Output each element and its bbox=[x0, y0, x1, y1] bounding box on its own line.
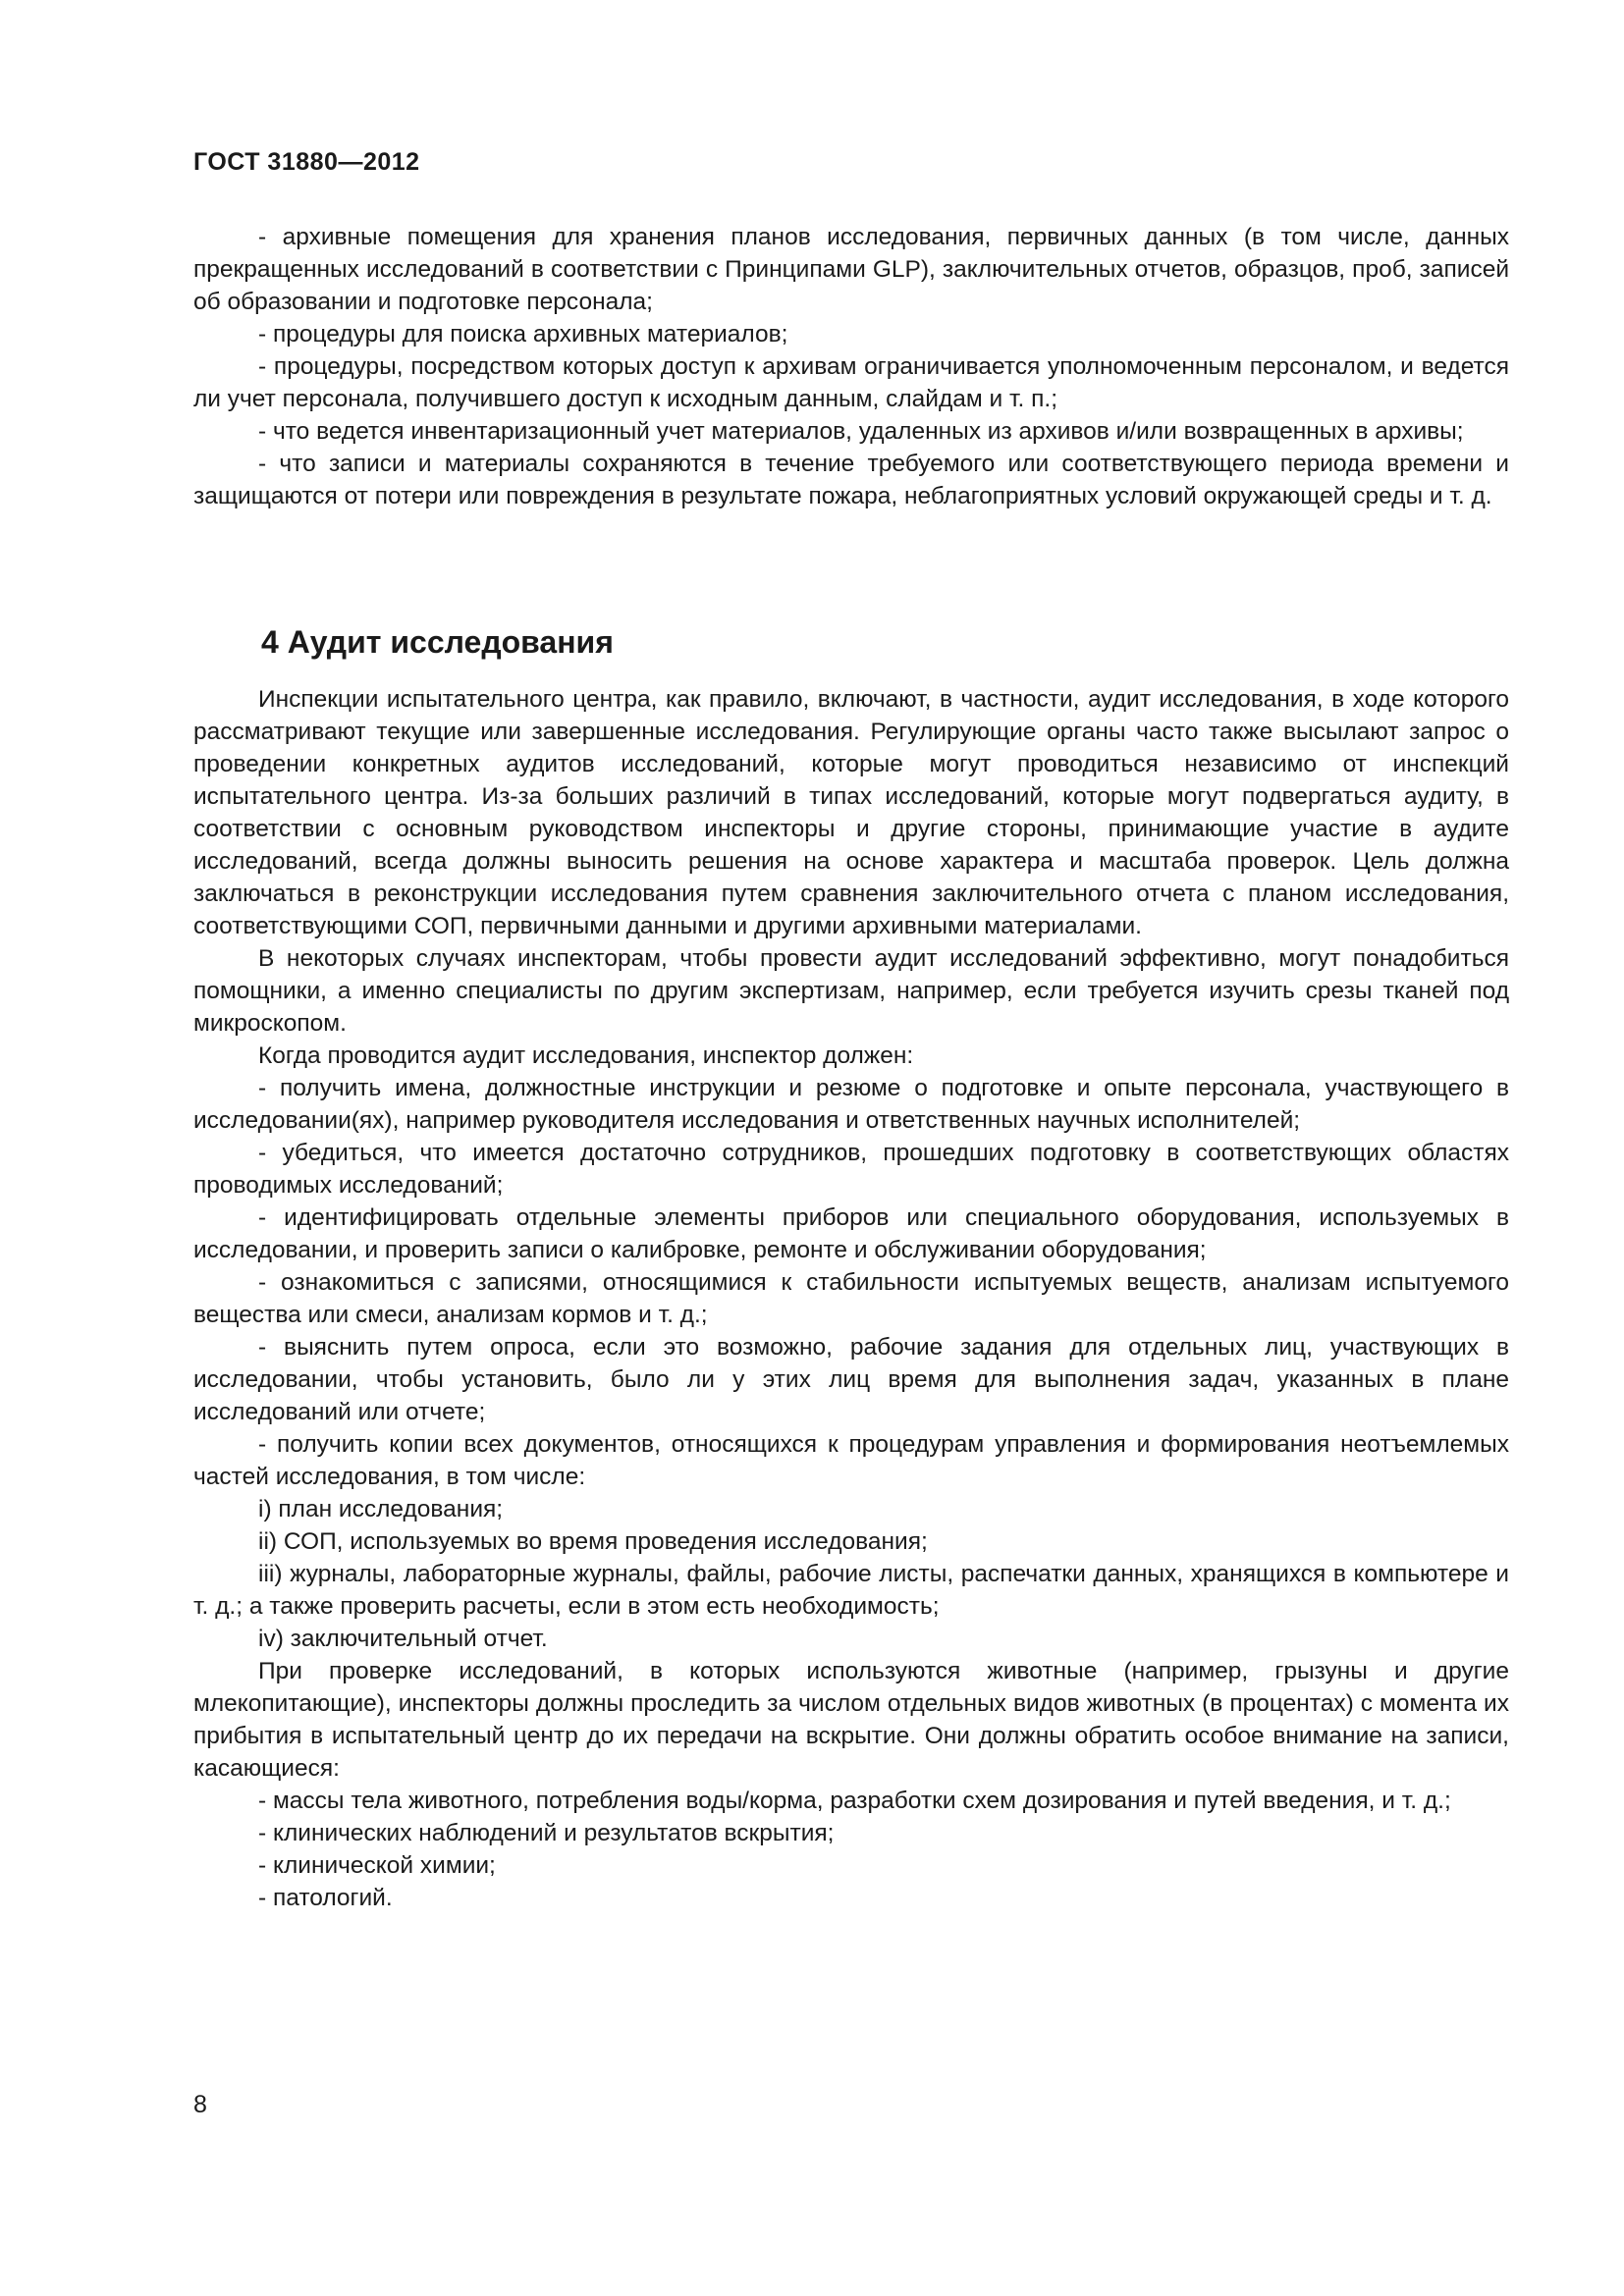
list-item: - идентифицировать отдельные элементы приборов или специального оборудования, используемых в исследовании, и проверить записи о калибровке, ремонте и обслуживании оборудования; bbox=[193, 1204, 1509, 1263]
archive-requirements-list bbox=[193, 221, 1509, 512]
paragraph: В некоторых случаях инспекторам, чтобы провести аудит исследований эффективно, могут понадобиться помощники, а именно специалисты по другим экспертизам, например, если требуется изучить срезы тканей под микроскопом. bbox=[193, 945, 1509, 1037]
document-header-code: ГОСТ 31880—2012 bbox=[193, 148, 420, 176]
list-item: - что ведется инвентаризационный учет материалов, удаленных из архивов и/или возвращенных в архивы; bbox=[258, 418, 1464, 445]
list-item: - процедуры, посредством которых доступ к архивам ограничивается уполномоченным персоналом, и ведется ли учет персонала, получившего доступ к исходным данным, слайдам и т. п.; bbox=[193, 353, 1509, 412]
page-number: 8 bbox=[193, 2091, 207, 2118]
section-heading: 4 Аудит исследования bbox=[261, 624, 614, 660]
sub-list-item: i) план исследования; bbox=[258, 1496, 504, 1522]
list-item: - клинических наблюдений и результатов вскрытия; bbox=[258, 1820, 835, 1846]
list-item: - что записи и материалы сохраняются в течение требуемого или соответствующего периода времени и защищаются от потери или повреждения в результате пожара, неблагоприятных условий окружающей среды и т. д. bbox=[193, 451, 1509, 509]
sub-list-item: ii) СОП, используемых во время проведения исследования; bbox=[258, 1528, 928, 1555]
list-item: - получить имена, должностные инструкции и резюме о подготовке и опыте персонала, участвующего в исследовании(ях), например руководителя исследования и ответственных научных исполнителей; bbox=[193, 1075, 1509, 1134]
paragraph: Когда проводится аудит исследования, инспектор должен: bbox=[258, 1042, 914, 1069]
paragraph: Инспекции испытательного центра, как правило, включают, в частности, аудит исследования, в ходе которого рассматривают текущие или завершенные исследования. Регулирующие органы часто также высылают запрос о проведении конкретных аудитов исследований, которые могут проводиться независимо от инспекций испытательного центра. Из-за больших различий в типах исследований, которые могут подвергаться аудиту, в соответствии с основным руководством инспекторы и другие стороны, принимающие участие в аудите исследований, всегда должны выносить решения на основе характера и масштаба проверок. Цель должна заключаться в реконструкции исследования путем сравнения заключительного отчета с планом исследования, соответствующими СОП, первичными данными и другими архивными материалами. bbox=[193, 686, 1509, 939]
section-body bbox=[193, 683, 1509, 1914]
list-item: - убедиться, что имеется достаточно сотрудников, прошедших подготовку в соответствующих областях проводимых исследований; bbox=[193, 1140, 1509, 1199]
list-item: - массы тела животного, потребления воды/корма, разработки схем дозирования и путей введения, и т. д.; bbox=[258, 1788, 1451, 1814]
list-item: - патологий. bbox=[258, 1885, 393, 1911]
list-item: - ознакомиться с записями, относящимися к стабильности испытуемых веществ, анализам испытуемого вещества или смеси, анализам кормов и т. д.; bbox=[193, 1269, 1509, 1328]
list-item: - выяснить путем опроса, если это возможно, рабочие задания для отдельных лиц, участвующих в исследовании, чтобы установить, было ли у этих лиц время для выполнения задач, указанных в плане исследований или отчете; bbox=[193, 1334, 1509, 1425]
sub-list-item: iii) журналы, лабораторные журналы, файлы, рабочие листы, распечатки данных, хранящихся в компьютере и т. д.; а также проверить расчеты, если в этом есть необходимость; bbox=[193, 1561, 1509, 1620]
list-item: - клинической химии; bbox=[258, 1852, 496, 1879]
sub-list-item: iv) заключительный отчет. bbox=[258, 1626, 548, 1652]
list-item: - получить копии всех документов, относящихся к процедурам управления и формирования неотъемлемых частей исследования, в том числе: bbox=[193, 1431, 1509, 1490]
list-item: - архивные помещения для хранения планов исследования, первичных данных (в том числе, данных прекращенных исследований в соответствии с Принципами GLP), заключительных отчетов, образцов, проб, записей об образовании и подготовке персонала; bbox=[193, 224, 1509, 315]
paragraph: При проверке исследований, в которых используются животные (например, грызуны и другие млекопитающие), инспекторы должны проследить за числом отдельных видов животных (в процентах) с момента их прибытия в испытательный центр до их передачи на вскрытие. Они должны обратить особое внимание на записи, касающиеся: bbox=[193, 1658, 1509, 1782]
list-item: - процедуры для поиска архивных материалов; bbox=[258, 321, 788, 347]
